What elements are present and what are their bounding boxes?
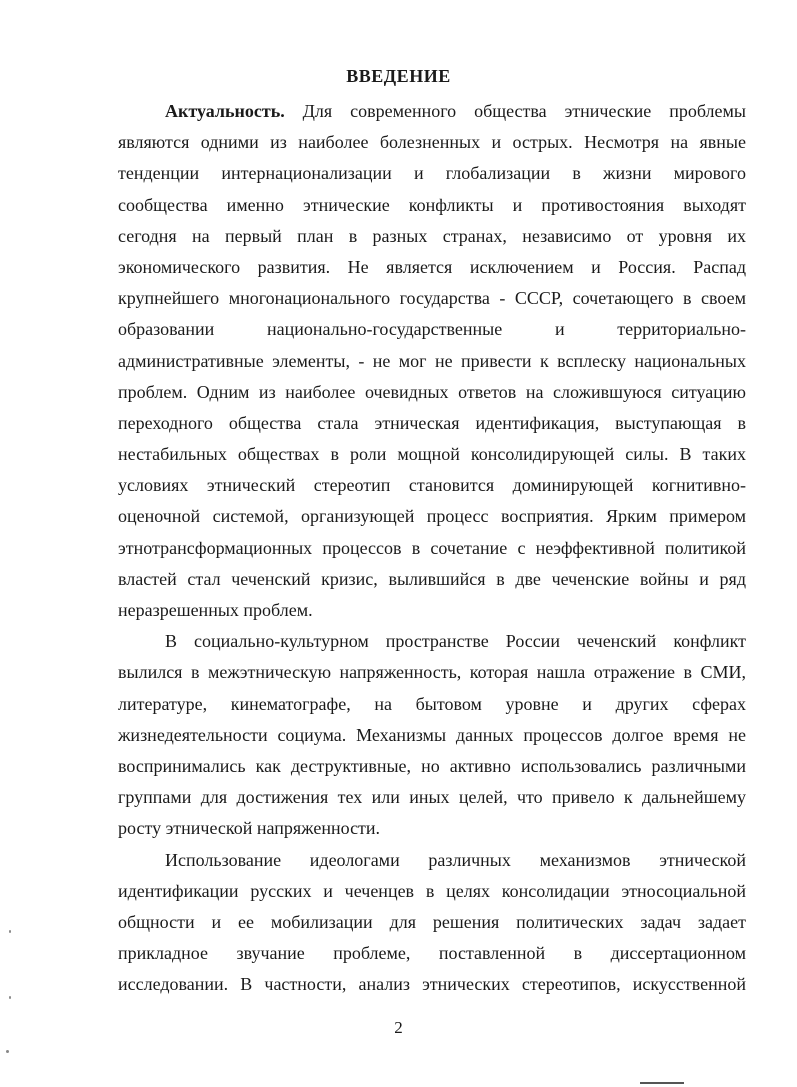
text-line: неразрешенных проблем.	[118, 600, 313, 620]
text-line: группами для достижения тех или иных целей, что привело к дальнейшему	[118, 787, 746, 808]
text-line: росту этнической напряженности.	[118, 818, 381, 839]
text-line: воспринимались как деструктивные, но активно использовались различными	[118, 755, 746, 776]
text-line: жизнедеятельности социума. Механизмы данных процессов долгое время не	[118, 724, 746, 745]
page-number: 2	[394, 1018, 403, 1037]
text-line: прикладное звучание проблеме, поставленной в диссертационном	[118, 943, 746, 964]
scan-mark	[640, 1082, 684, 1084]
text-line: исследовании. В частности, анализ этнических стереотипов, искусственной	[118, 974, 746, 995]
text-line: В социально-культурном пространстве России чеченский конфликт	[165, 631, 746, 652]
text-line: крупнейшего многонационального государства - СССР, сочетающего в своем	[118, 288, 746, 309]
text-line: тенденции интернационализации и глобализации в жизни мирового	[118, 163, 746, 184]
text-line: нестабильных обществах в роли мощной консолидирующей силы. В таких	[118, 444, 746, 465]
text-line: экономического развития. Не является исключением и Россия. Распад	[118, 256, 746, 277]
text-line: Использование идеологами различных механизмов этнической	[165, 849, 746, 870]
scan-speck	[6, 1050, 9, 1053]
scan-speck	[9, 930, 11, 933]
document-body	[118, 96, 746, 1000]
text-line: вылился в межэтническую напряженность, которая нашла отражение в СМИ,	[118, 662, 746, 683]
text-line: переходного общества стала этническая идентификация, выступающая в	[118, 412, 746, 433]
text-line: этнотрансформационных процессов в сочетание с неэффективной политикой	[118, 537, 746, 558]
page-title: ВВЕДЕНИЕ	[346, 66, 451, 86]
text-line: идентификации русских и чеченцев в целях консолидации этносоциальной	[118, 880, 746, 901]
text-line: оценочной системой, организующей процесс восприятия. Ярким примером	[118, 506, 746, 527]
text-line: административные элементы, - не мог не привести к всплеску национальных	[118, 350, 746, 371]
scan-speck	[9, 996, 11, 999]
text-line: проблем. Одним из наиболее очевидных ответов на сложившуюся ситуацию	[118, 381, 746, 402]
text-line: властей стал чеченский кризис, вылившийся в две чеченские войны и ряд	[118, 568, 746, 589]
text-line: общности и ее мобилизации для решения политических задач задает	[118, 911, 746, 932]
text-line: литературе, кинематографе, на бытовом уровне и других сферах	[118, 693, 746, 714]
text-line: сообщества именно этнические конфликты и противостояния выходят	[118, 194, 746, 215]
text-line	[118, 96, 746, 127]
text-line: условиях этнический стереотип становится доминирующей когнитивно-	[118, 475, 746, 496]
text-line: являются одними из наиболее болезненных и острых. Несмотря на явные	[118, 132, 746, 153]
text-line: сегодня на первый план в разных странах, независимо от уровня их	[118, 225, 746, 246]
text-line: образовании национально-государственные и территориально-	[118, 319, 746, 340]
text-line-content: Для современного общества этнические проблемы	[284, 101, 746, 121]
section-lead-heading: Актуальность.	[165, 101, 285, 121]
